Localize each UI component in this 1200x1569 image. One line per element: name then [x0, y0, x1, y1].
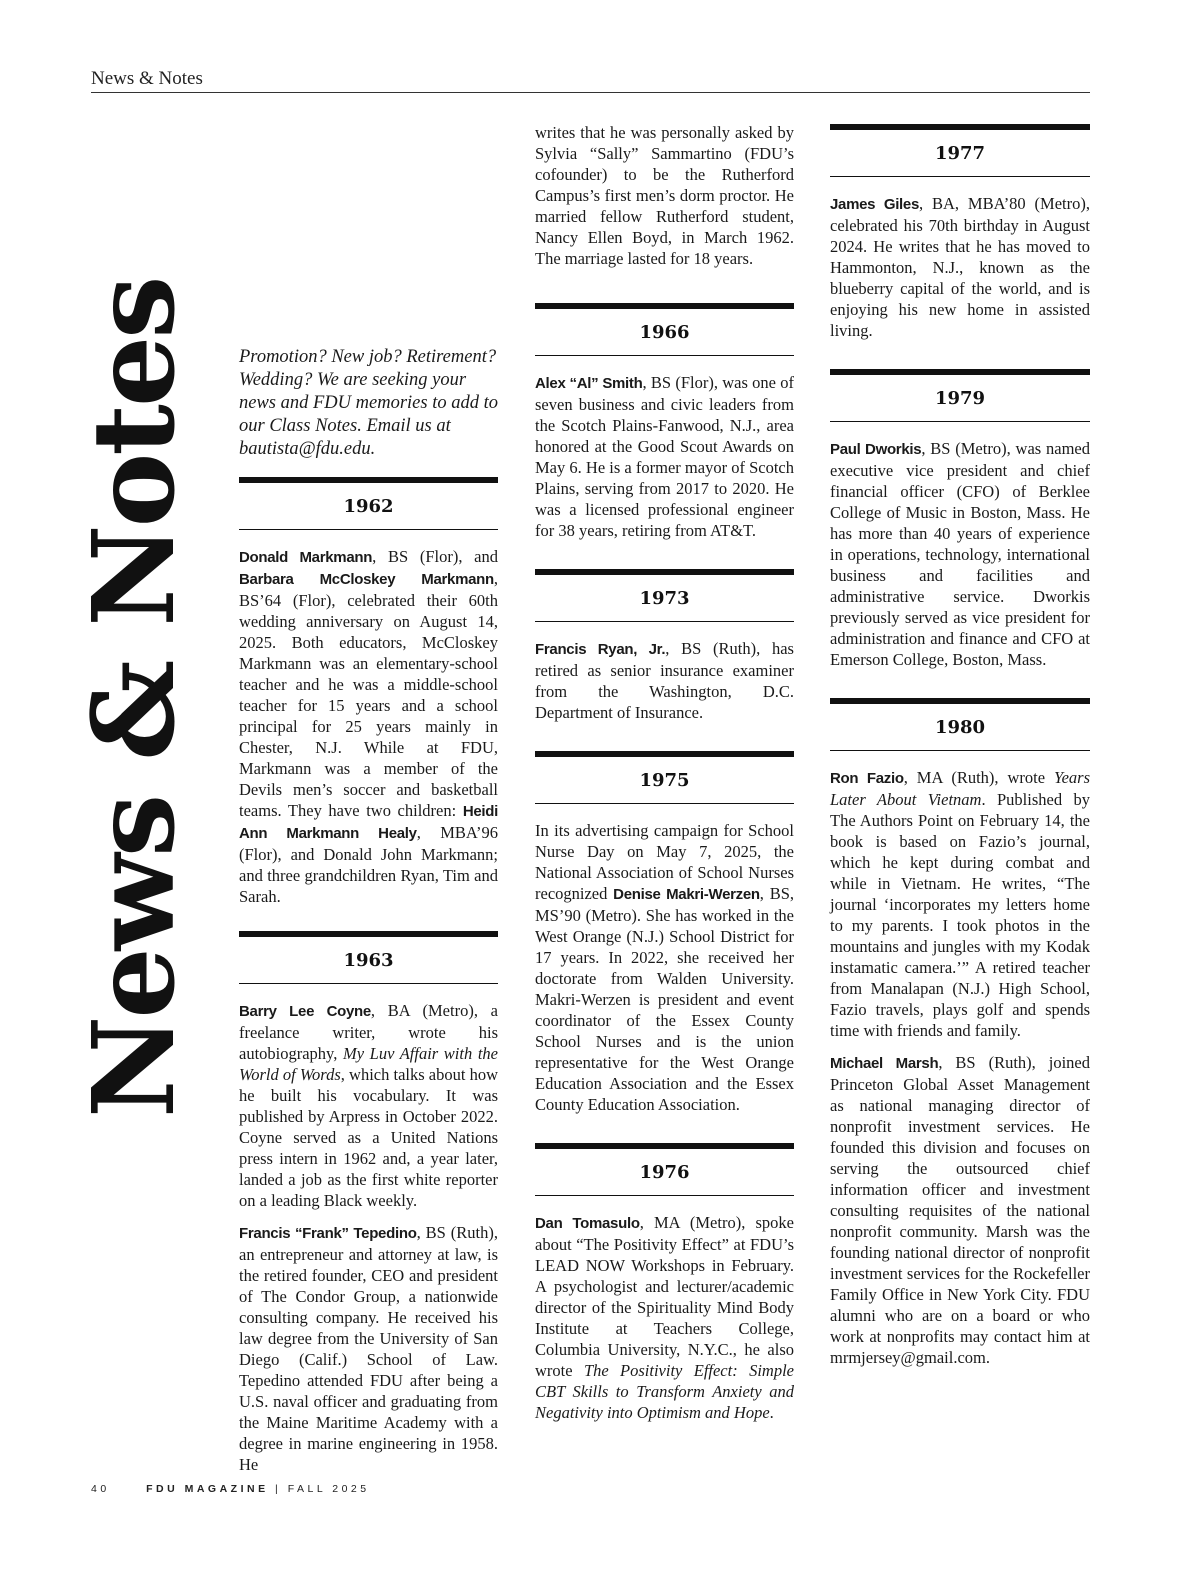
year-heading-1962 [239, 477, 498, 530]
note-coyne: Barry Lee Coyne, BA (Metro), a freelance writer, wrote his autobiography, My Luv Affair with the World of Words, which talks about how he built his vocabulary. It was published by Arpress in October 2022. Coyne served as a United Nations press intern in 1962 and, a year later, landed a job as the first white reporter on a leading Black weekly. [239, 1001, 499, 1210]
year-heading-1966 [535, 303, 794, 356]
year-label: 1977 [934, 142, 986, 164]
note-dworkis: Paul Dworkis, BS (Metro), was named executive vice president and chief financial officer (CFO) of Berklee College of Music in Boston, Mass. He has more than 40 years of experience in operations, technology, international business and facilities and administrative service. Dworkis previously served as vice president for administration and finance and CFO at Emerson College, Boston, Mass. [830, 439, 1090, 669]
book-title: Years Later About Vietnam [830, 768, 1091, 809]
year-heading-1976 [535, 1143, 794, 1196]
alumni-name: Barry Lee Coyne [239, 1003, 371, 1020]
alumni-name: Francis Ryan, Jr. [535, 641, 666, 658]
year-label: 1980 [934, 716, 986, 738]
year-heading-1973 [535, 569, 794, 622]
note-tepedino: Francis “Frank” Tepedino, BS (Ruth), an entrepreneur and attorney at law, is the retired founder, CEO and president of The Condor Group, a nationwide consulting company. He received his law degree from the University of San Diego (Calif.) School of Law. Tepedino attended FDU after being a U.S. naval officer and graduating from the Maine Maritime Academy with a degree in marine engineering in 1958. He [239, 1223, 498, 1474]
alumni-name: Ron Fazio [830, 770, 904, 787]
note-giles: James Giles, BA, MBA’80 (Metro), celebrated his 70th birthday in August 2024. He writes that he has moved to Hammonton, N.J., known as the blueberry capital of the world, and is enjoying his new home in assisted living. [830, 194, 1090, 340]
year-heading-1977 [830, 124, 1090, 177]
note-fazio: Ron Fazio, MA (Ruth), wrote Years Later About Vietnam. Published by The Authors Point on February 14, the book is based on Fazio’s journal, which he kept during combat and while in Vietnam. He writes, “The journal ‘incorporates my letters home to my parents. I took photos in the mountains and jungles with my Kodak instamatic camera.’” A retired teacher from Manalapan (N.J.) High School, Fazio travels, plays golf and spends time with friends and family. [830, 768, 1091, 1040]
note-smith: Alex “Al” Smith, BS (Flor), was one of seven business and civic leaders from the Scotch Plains-Fanwood, N.J., area honored at the Good Scout Awards on May 6. He is a former mayor of Scotch Plains, serving from 2017 to 2020. He was a licensed professional engineer for 38 years, retiring from AT&T. [535, 373, 795, 540]
footer-separator: | [275, 1483, 282, 1495]
alumni-name: Michael Marsh [830, 1055, 939, 1072]
header-rule [91, 92, 1090, 93]
year-label: 1976 [639, 1161, 690, 1183]
page-number: 40 [91, 1483, 110, 1495]
alumni-name: James Giles [830, 196, 920, 213]
alumni-name: Alex “Al” Smith [535, 375, 643, 392]
year-label: 1973 [639, 587, 690, 609]
column-2 [535, 122, 794, 1434]
note-makri-werzen: In its advertising campaign for School Nurse Day on May 7, 2025, the National Association of School Nurses recognized Denise Makri-Werzen, BS, MS’90 (Metro). She has worked in the West Orange (N.J.) School District for 17 years. In 2022, she received her doctorate from Walden University. Makri-Werzen is president and event coordinator of the Essex County School Nurses and is the union representative for the West Orange Education Association and the Essex County Education Association. [535, 821, 794, 1114]
year-label: 1963 [343, 949, 394, 971]
note-ryan: Francis Ryan, Jr., BS (Ruth), has retired as senior insurance examiner from the Washington, D.C. Department of Insurance. [535, 639, 794, 722]
note-marsh: Michael Marsh, BS (Ruth), joined Princeton Global Asset Management as national managing director of nonprofit investment services. He founded this division and focuses on serving the outsourced chief information officer and investment consulting requisites of the national nonprofit community. Marsh was the founding national director of nonprofit investment services for the Rockefeller Family Office in New York City. FDU alumni who are on a board or who work at nonprofits may contact him at mrmjersey@gmail.com. [830, 1053, 1090, 1367]
alumni-name: Francis “Frank” Tepedino [239, 1225, 417, 1242]
year-heading-1979 [830, 369, 1090, 422]
year-label: 1975 [639, 769, 690, 791]
year-heading-1980 [830, 698, 1090, 751]
alumni-name: Barbara McCloskey Markmann [239, 571, 494, 588]
alumni-name: Heidi Ann Markmann Healy [239, 803, 498, 842]
intro-text: Promotion? New job? Retirement? Wedding? We are seeking your news and FDU memories to add to our Class Notes. Email us at bautista@fdu.edu. [239, 347, 498, 459]
column-3 [830, 124, 1090, 1379]
book-title: My Luv Affair with the World of Words [239, 1044, 498, 1084]
year-heading-1975 [535, 751, 794, 804]
column-1 [239, 346, 498, 1486]
note-markmann: Donald Markmann, BS (Flor), and Barbara McCloskey Markmann, BS’64 (Flor), celebrated their 60th wedding anniversary on August 14, 2025. Both educators, McCloskey Markmann was an elementary-school teacher and he was a middle-school teacher for 15 years and a school principal for 25 years mainly in Chester, N.J. While at FDU, Markmann was a member of the Devils men’s soccer and basketball teams. They have two children: Heidi Ann Markmann Healy, MBA’96 (Flor), and Donald John Markmann; and three grandchildren Ryan, Tim and Sarah. [239, 547, 498, 906]
year-label: 1966 [639, 321, 690, 343]
note-tomasulo: Dan Tomasulo, MA (Metro), spoke about “The Positivity Effect” at FDU’s LEAD NOW Workshops in February. A psychologist and lecturer/academic director of the Spirituality Mind Body Institute at Teachers College, Columbia University, N.Y.C., he also wrote The Positivity Effect: Simple CBT Skills to Transform Anxiety and Negativity into Optimism and Hope. [535, 1213, 794, 1422]
book-title: The Positivity Effect: Simple CBT Skills to Transform Anxiety and Negativity into Optimism and Hope [535, 1361, 794, 1422]
year-label: 1979 [934, 387, 986, 409]
sidebar-title: News & Notes [69, 278, 200, 1118]
page-footer [91, 1483, 370, 1495]
year-heading-1963 [239, 931, 498, 984]
alumni-name: Donald Markmann [239, 549, 373, 566]
issue-label: FALL 2025 [287, 1483, 370, 1495]
alumni-name: Denise Makri-Werzen [613, 886, 760, 903]
note-tepedino-continued: writes that he was personally asked by Sylvia “Sally” Sammartino (FDU’s cofounder) to be the Rutherford Campus’s first men’s dorm proctor. He married fellow Rutherford student, Nancy Ellen Boyd, in March 1962. The marriage lasted for 18 years. [535, 123, 794, 268]
alumni-name: Paul Dworkis [830, 441, 922, 458]
magazine-name: FDU MAGAZINE [146, 1483, 269, 1495]
section-label: News & Notes [91, 68, 203, 89]
alumni-name: Dan Tomasulo [535, 1215, 640, 1232]
year-label: 1962 [343, 495, 394, 517]
